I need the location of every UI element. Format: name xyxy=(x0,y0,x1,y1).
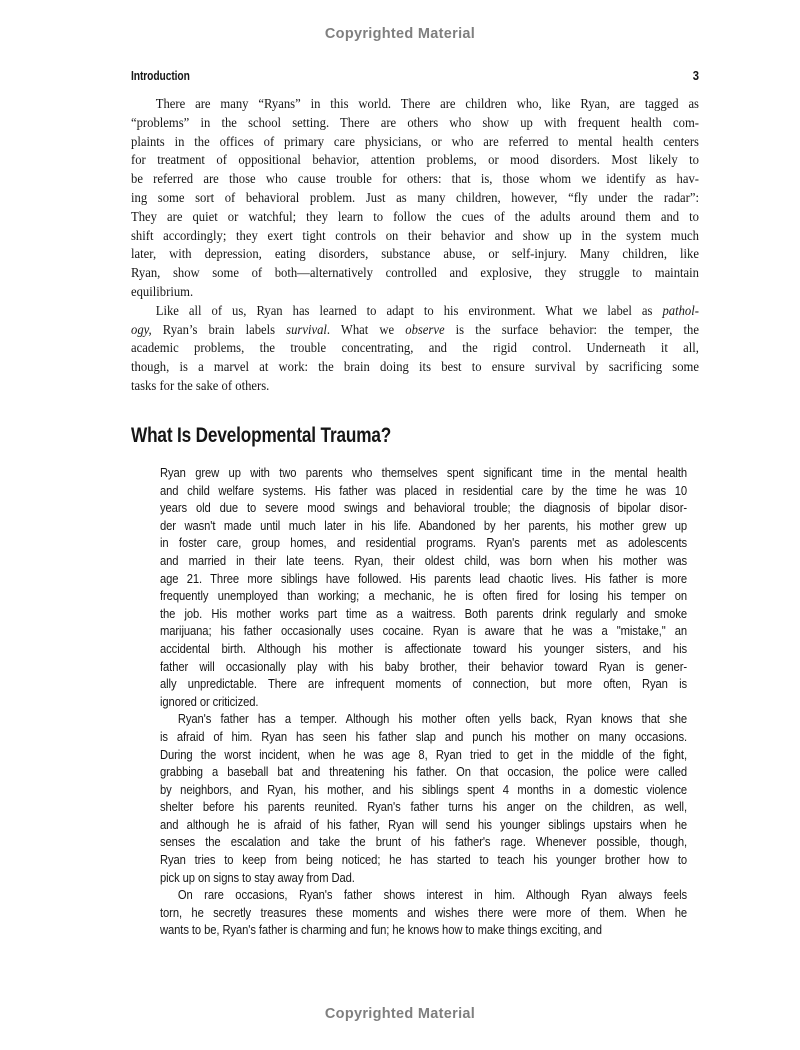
text-segment: by neighbors, and Ryan, his mother, and his siblings spent 4 months in a domestic violence xyxy=(160,781,687,797)
text-line xyxy=(160,622,687,640)
text-segment: shift accordingly; they exert tight controls on their behavior and show up in the system much xyxy=(131,227,699,243)
text-line xyxy=(160,499,687,517)
text-line xyxy=(160,798,687,816)
text-line xyxy=(160,675,687,693)
text-segment: There are many “Ryans” in this world. There are children who, like Ryan, are tagged as xyxy=(155,96,699,111)
running-header xyxy=(131,69,699,83)
text-line xyxy=(160,534,687,552)
text-segment: Ryan, show some of both—alternatively controlled and explosive, they struggle to maintain xyxy=(131,265,699,281)
text-segment: pick up on signs to stay away from Dad. xyxy=(160,869,355,885)
text-segment: frequently unemployed than working; a mechanic, he is often fired for losing his temper on xyxy=(160,588,687,604)
text-segment: though, is a marvel at work: the brain doing its best to ensure survival by sacrificing some xyxy=(131,359,699,375)
italic-text-segment: survival xyxy=(286,321,327,337)
text-segment: shelter before his parents reunited. Ryan's father turns his anger on the children, as well, xyxy=(160,799,687,815)
text-segment: the job. His mother works part time as a waitress. Both parents drink regularly and smoke xyxy=(160,605,687,621)
case-study-block xyxy=(160,464,687,939)
text-line xyxy=(160,587,687,605)
text-segment: ing some sort of behavioral problem. Just as many children, however, “fly under the radar”: xyxy=(131,189,699,205)
italic-text-segment: pathol- xyxy=(662,302,699,318)
text-segment: torn, he secretly treasures these moments and wishes there were more of them. When he xyxy=(160,904,687,920)
text-line xyxy=(160,816,687,834)
text-line xyxy=(160,728,687,746)
intro-text-block xyxy=(131,95,699,396)
text-segment: “problems” in the school setting. There are others who show up with frequent health com- xyxy=(131,114,699,130)
text-line xyxy=(160,833,687,851)
text-line xyxy=(160,710,687,728)
text-line xyxy=(160,658,687,676)
copyright-notice-bottom: Copyrighted Material xyxy=(324,1006,476,1022)
case-study-paragraph-2 xyxy=(160,710,687,886)
text-segment: Ryan’s brain labels xyxy=(151,321,287,337)
text-line xyxy=(131,264,699,283)
text-segment: age 21. Three more siblings have followed. His parents lead chaotic lives. His father is more xyxy=(160,570,687,586)
text-line xyxy=(160,904,687,922)
text-line xyxy=(131,302,699,321)
text-line xyxy=(131,283,699,302)
text-segment: and child welfare systems. His father was placed in residential care by the time he was 10 xyxy=(160,482,687,498)
text-segment: accidental birth. Although his mother is affectionate toward his younger sisters, and his xyxy=(160,640,687,656)
text-line xyxy=(160,886,687,904)
text-line xyxy=(160,763,687,781)
text-line xyxy=(160,464,687,482)
text-segment: Ryan's father has a temper. Although his mother often yells back, Ryan knows that she xyxy=(177,711,687,727)
text-line xyxy=(131,377,699,396)
text-line xyxy=(131,189,699,208)
text-segment: equilibrium. xyxy=(131,283,194,299)
text-line xyxy=(160,869,687,887)
text-segment: and married in their late teens. Ryan, their oldest child, was born when his mother was xyxy=(160,552,687,568)
text-segment: marijuana; his father occasionally uses cocaine. Ryan is aware that he was a "mistake," an xyxy=(160,623,687,639)
text-segment: years old due to severe mood swings and behavioral trouble; the diagnosis of bipolar disor- xyxy=(160,500,687,516)
text-segment: Ryan tries to keep from being noticed; he has started to teach his younger brother how to xyxy=(160,852,687,868)
text-segment: tasks for the sake of others. xyxy=(131,377,270,393)
text-segment: senses the escalation and take the brunt of his father's rage. Whenever possible, though, xyxy=(160,834,687,850)
text-segment: der wasn't made until much later in his life. Abandoned by her parents, his mother grew up xyxy=(160,517,687,533)
text-segment: father will occasionally play with his baby brother, their behavior toward Ryan is gener- xyxy=(160,658,687,674)
page-number: 3 xyxy=(692,69,699,83)
text-segment: ignored or criticized. xyxy=(160,693,259,709)
text-segment: On rare occasions, Ryan's father shows interest in him. Although Ryan always feels xyxy=(177,887,687,903)
text-segment: and although he is afraid of his father, Ryan will send his younger siblings upstairs when he xyxy=(160,816,687,832)
text-segment: During the worst incident, when he was age 8, Ryan tried to get in the middle of the fight, xyxy=(160,746,687,762)
text-segment: ally unpredictable. There are infrequent moments of connection, but more often, Ryan is xyxy=(160,676,687,692)
text-segment: is afraid of him. Ryan has seen his father slap and punch his mother on many occasions. xyxy=(160,728,687,744)
text-segment: Like all of us, Ryan has learned to adapt to his environment. What we label as xyxy=(155,302,663,318)
text-segment: is the surface behavior: the temper, the xyxy=(444,321,699,337)
text-line xyxy=(131,151,699,170)
text-segment: grabbing a baseball bat and threatening his father. On that occasion, the police were called xyxy=(160,764,687,780)
text-segment: wants to be, Ryan's father is charming and fun; he knows how to make things exciting, and xyxy=(160,922,602,938)
running-title: Introduction xyxy=(131,69,190,83)
text-line xyxy=(160,605,687,623)
section-heading: What Is Developmental Trauma? xyxy=(131,423,392,447)
text-line xyxy=(131,208,699,227)
copyright-notice-top: Copyrighted Material xyxy=(324,26,476,42)
text-line xyxy=(160,781,687,799)
text-line xyxy=(160,921,687,939)
italic-text-segment: observe xyxy=(405,321,445,337)
text-segment: plaints in the offices of primary care physicians, or who are referred to mental health centers xyxy=(131,133,699,149)
intro-paragraph-1 xyxy=(131,95,699,302)
case-study-paragraph-3 xyxy=(160,886,687,939)
text-segment: be referred are those who cause trouble for others: that is, those whom we identify as hav- xyxy=(131,171,699,187)
intro-paragraph-2 xyxy=(131,302,699,396)
text-line xyxy=(160,552,687,570)
text-segment: academic problems, the trouble concentrating, and the rigid control. Underneath it all, xyxy=(131,340,699,356)
text-line xyxy=(160,851,687,869)
text-line xyxy=(160,693,687,711)
text-line xyxy=(131,321,699,340)
text-line xyxy=(131,227,699,246)
text-segment: in foster care, group homes, and residential programs. Ryan's parents met as adolescents xyxy=(160,535,687,551)
text-line xyxy=(131,170,699,189)
text-line xyxy=(131,114,699,133)
text-line xyxy=(160,482,687,500)
text-line xyxy=(131,133,699,152)
text-segment: . What we xyxy=(326,321,406,337)
text-line xyxy=(131,245,699,264)
text-line xyxy=(160,517,687,535)
text-segment: Ryan grew up with two parents who themselves spent significant time in the mental health xyxy=(160,465,687,480)
case-study-paragraph-1 xyxy=(160,464,687,710)
text-segment: later, with depression, eating disorders, substance abuse, or self-injury. Many children, like xyxy=(131,246,699,262)
text-line xyxy=(160,640,687,658)
text-segment: They are quiet or watchful; they learn to follow the cues of the adults around them and to xyxy=(131,208,699,224)
text-line xyxy=(131,339,699,358)
text-line xyxy=(160,746,687,764)
text-line xyxy=(131,358,699,377)
text-line xyxy=(160,570,687,588)
text-segment: for treatment of oppositional behavior, attention problems, or mood disorders. Most likely to xyxy=(131,152,699,168)
italic-text-segment: ogy, xyxy=(131,321,152,337)
text-line xyxy=(131,95,699,114)
